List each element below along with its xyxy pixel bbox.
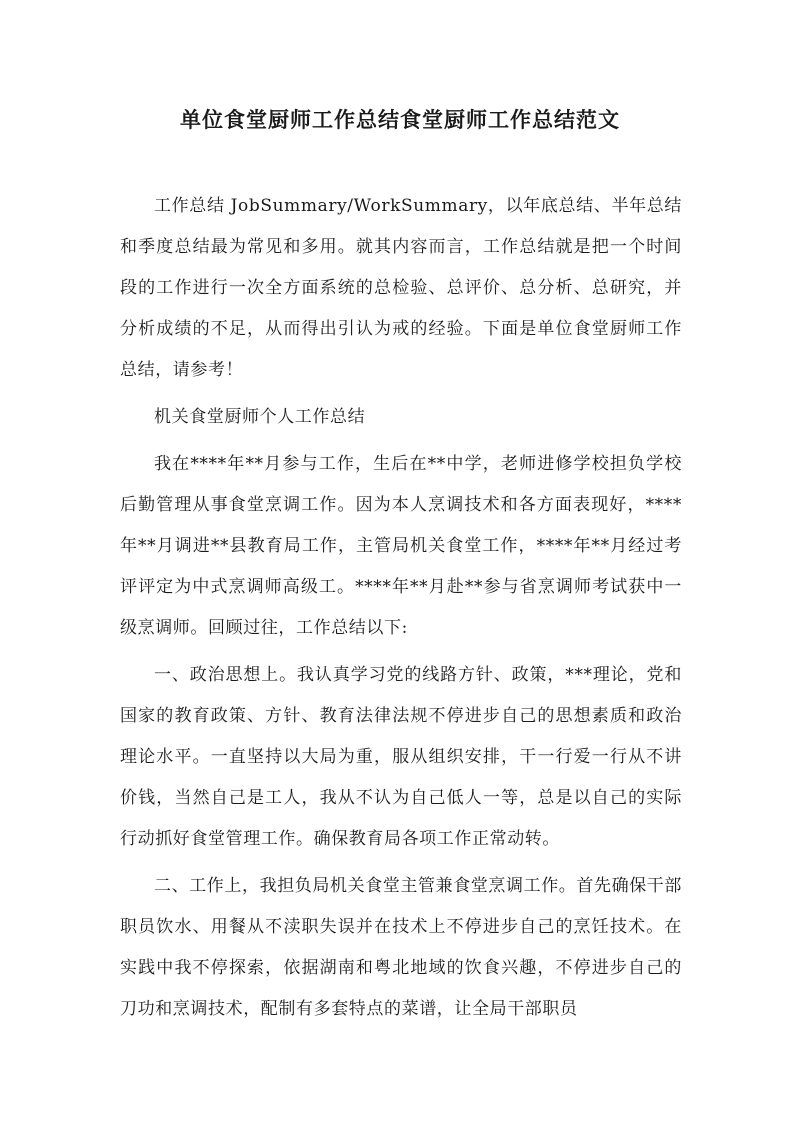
paragraph-work: 二、工作上，我担负局机关食堂主管兼食堂烹调工作。首先确保干部职员饮水、用餐从不渎职失误并在技术上不停进步自己的烹饪技术。在实践中我不停探索，依据湖南和粤北地域的饮食兴趣，不停进步自己的刀功和烹调技术，配制有多套特点的菜谱，让全局干部职员 (120, 876, 682, 1019)
document-body (120, 186, 682, 1036)
paragraph-intro: 工作总结 JobSummary/WorkSummary，以年底总结、半年总结和季度总结最为常见和多用。就其内容而言，工作总结就是把一个时间段的工作进行一次全方面系统的总检验、总评价、总分析、总研究，并分析成绩的不足，从而得出引认为戒的经验。下面是单位食堂厨师工作总结，请参考！ (120, 196, 682, 380)
paragraph-political: 一、政治思想上。我认真学习党的线路方针、政策，***理论，党和国家的教育政策、方针、教育法律法规不停进步自己的思想素质和政治理论水平。一直坚持以大局为重，服从组织安排，干一行爱一行从不讲价钱，当然自己是工人，我从不认为自己低人一等，总是以自己的实际行动抓好食堂管理工作。确保教育局各项工作正常动转。 (120, 665, 682, 849)
paragraph-background: 我在****年**月参与工作，生后在**中学，老师进修学校担负学校后勤管理从事食堂烹调工作。因为本人烹调技术和各方面表现好，****年**月调进**县教育局工作，主管局机关食堂工作，****年**月经过考评评定为中式烹调师高级工。****年**月赴**参与省烹调师考试获中一级烹调师。回顾过往，工作总结以下: (120, 454, 682, 638)
section-heading: 机关食堂厨师个人工作总结 (154, 407, 366, 427)
document-title: 单位食堂厨师工作总结食堂厨师工作总结范文 (180, 107, 620, 132)
